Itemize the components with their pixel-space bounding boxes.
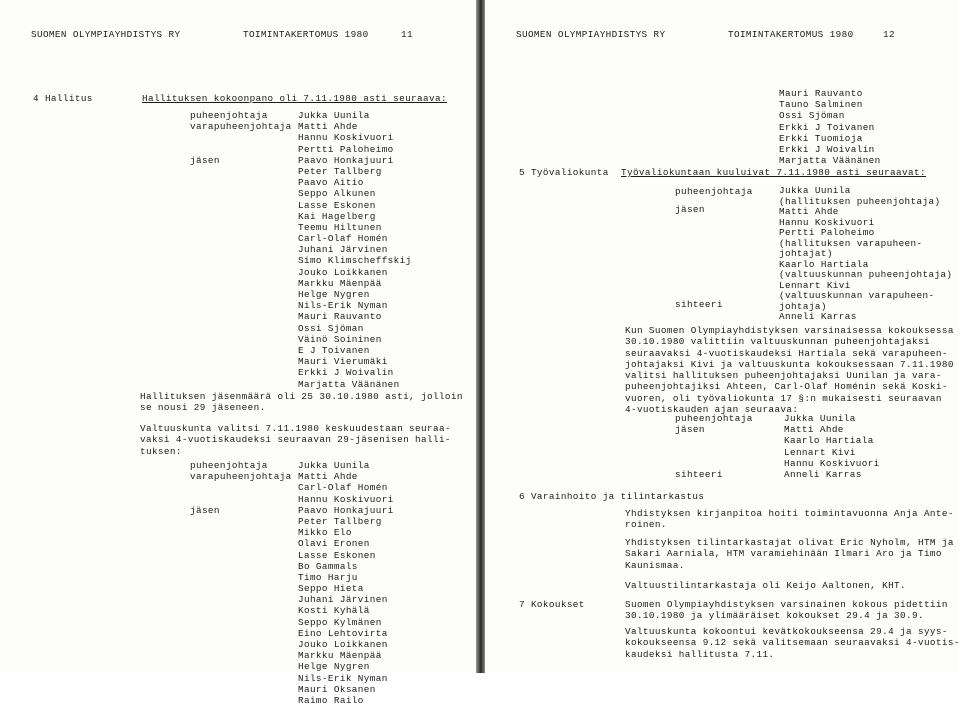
member-name: Jouko Loikkanen [298, 266, 388, 278]
member-count-paragraph [140, 391, 463, 414]
member-name: Jukka Uunila [779, 185, 851, 196]
member-name: Paavo Aitio [298, 177, 364, 189]
text-line: roinen. [625, 519, 667, 531]
member-name: Juhani Järvinen [298, 244, 388, 256]
member-name: (valtuuskunnan puheenjohtaja) [779, 269, 953, 280]
section-4-label: 4 Hallitus [33, 93, 93, 104]
header-org: SUOMEN OLYMPIAYHDISTYS RY [516, 29, 666, 40]
text-line: tuksen: [140, 445, 182, 457]
role-label: jäsen [190, 155, 220, 166]
header-org: SUOMEN OLYMPIAYHDISTYS RY [31, 29, 181, 40]
member-name: Peter Tallberg [298, 515, 382, 527]
member-name: Jukka Uunila [298, 110, 370, 121]
member-name: Jukka Uunila [784, 413, 856, 424]
member-name: Olavi Eronen [298, 538, 370, 550]
text-line: Valtuuskunta kokoontui kevätkokoukseensa 29.4 ja syys- [625, 626, 948, 637]
member-name: (hallituksen varapuheen- [779, 237, 923, 249]
member-name: Ossi Sjöman [779, 110, 845, 122]
new-working-committee-list [784, 413, 880, 480]
section-7-label: 7 Kokoukset [519, 599, 585, 610]
section-4-intro: Hallituksen kokoonpano oli 7.11.1980 asti seuraava: [142, 93, 447, 104]
member-name: Marjatta Väänänen [298, 378, 400, 390]
member-name: johtaja) [779, 300, 827, 312]
role-label: jäsen [675, 424, 705, 435]
member-name: (valtuuskunnan varapuheen- [779, 290, 935, 301]
text-line: Kun Suomen Olympiayhdistyksen varsinaisessa kokouksessa [625, 325, 954, 336]
member-name: Hannu Koskivuori [298, 132, 394, 144]
member-name: Teemu Hiltunen [298, 221, 382, 233]
member-name: Erkki J Woivalin [779, 143, 875, 155]
member-name: johtajat) [779, 248, 833, 259]
election-paragraph [140, 423, 451, 457]
member-name: (hallituksen puheenjohtaja) [779, 195, 941, 207]
text-line: Kaunismaa. [625, 559, 685, 571]
member-name: Simo Klimscheffskij [298, 255, 412, 267]
text-line: 30.10.1980 valittiin valtuuskunnan puheenjohtajaksi [625, 336, 930, 348]
page-11 [0, 0, 476, 706]
section-5-label: 5 Työvaliokunta [519, 167, 609, 178]
council-meetings-paragraph [625, 626, 960, 660]
member-name: Lennart Kivi [779, 279, 851, 291]
member-name: Timo Harju [298, 571, 358, 583]
member-name: Raimo Railo [298, 694, 364, 706]
section-6-label: 6 Varainhoito ja tilintarkastus [519, 491, 705, 502]
member-name: Marjatta Väänänen [779, 155, 881, 167]
text-line: seuraavaksi 4-vuotiskaudeksi Hartiala sekä varapuheen- [625, 347, 948, 359]
text-line: 30.10.1980 ja ylimääräiset kokoukset 29.4 ja 30.9. [625, 610, 924, 622]
text-line: kokoukseensa 9.12 sekä valitsemaan seuraavaksi 4-vuotis- [625, 637, 960, 649]
member-name: Matti Ahde [298, 471, 358, 483]
member-name: Paavo Honkajuuri [298, 154, 394, 166]
text-line: valitsi hallituksen puheenjohtajaksi Uunilan ja vara- [625, 370, 942, 382]
member-name: Peter Tallberg [298, 165, 382, 177]
header-title: TOIMINTAKERTOMUS 1980 [243, 29, 369, 40]
member-name: Tauno Salminen [779, 99, 863, 111]
member-name: Kosti Kyhälä [298, 605, 370, 617]
member-name: Nils-Erik Nyman [298, 300, 388, 312]
member-name: Carl-Olaf Homén [298, 233, 388, 245]
member-name: Markku Mäenpää [298, 650, 382, 662]
member-name: Helge Nygren [298, 661, 370, 673]
member-name: Mauri Rauvanto [779, 88, 863, 99]
board-members-continued [779, 88, 881, 166]
board-members-list [298, 110, 412, 390]
header-page-number: 11 [401, 29, 413, 40]
member-name: Erkki J Toivanen [779, 121, 875, 133]
text-line: vaksi 4-vuotiskaudeksi seuraavan 29-jäsenisen halli- [140, 434, 451, 446]
new-board-members-list [298, 460, 394, 706]
member-name: Lasse Eskonen [298, 549, 376, 561]
member-name: Mauri Rauvanto [298, 311, 382, 323]
text-line: Hallituksen jäsenmäärä oli 25 30.10.1980 asti, jolloin [140, 391, 463, 402]
member-name: Anneli Karras [784, 468, 862, 480]
member-name: Lasse Eskonen [298, 199, 376, 211]
member-name: Väinö Soininen [298, 333, 382, 345]
member-name: Markku Mäenpää [298, 277, 382, 289]
role-label: puheenjohtaja [190, 110, 268, 121]
member-name: Erkki J Woivalin [298, 367, 394, 379]
role-label: puheenjohtaja [190, 460, 268, 471]
working-committee-paragraph [625, 325, 954, 415]
member-name: Hannu Koskivuori [779, 216, 875, 228]
role-label: sihteeri [675, 469, 723, 480]
member-name: Matti Ahde [784, 424, 844, 436]
council-auditor-text: Valtuustilintarkastaja oli Keijo Aaltonen, KHT. [625, 580, 907, 591]
member-name: Hannu Koskivuori [298, 493, 394, 505]
role-label: jäsen [675, 204, 705, 215]
member-name: Kai Hagelberg [298, 210, 376, 222]
member-name: Ossi Sjöman [298, 322, 364, 334]
member-name: Hannu Koskivuori [784, 457, 880, 469]
member-name: Mikko Elo [298, 527, 352, 539]
text-line: johtajaksi Kivi ja valtuuskunta kokouksessaan 7.11.1980 [625, 358, 954, 370]
member-name: Lennart Kivi [784, 446, 856, 458]
text-line: kaudeksi hallitusta 7.11. [625, 648, 775, 660]
section-5-intro: Työvaliokuntaan kuuluivat 7.11.1980 asti seuraavat: [621, 167, 926, 178]
auditors-paragraph [625, 537, 954, 571]
member-name: Erkki Tuomioja [779, 132, 863, 144]
member-name: Seppo Alkunen [298, 188, 376, 200]
member-name: Jukka Uunila [298, 460, 370, 471]
text-line: puheenjohtajiksi Ahteen, Carl-Olaf Homénin sekä Koski- [625, 381, 948, 393]
bookkeeping-paragraph [625, 508, 954, 531]
page-12 [485, 0, 959, 673]
member-name: Seppo Kylmänen [298, 616, 382, 628]
member-name: Paavo Honkajuuri [298, 504, 394, 516]
member-name: Matti Ahde [298, 121, 358, 133]
header-page-number: 12 [883, 29, 895, 40]
role-label: sihteeri [675, 299, 723, 310]
role-label: varapuheenjohtaja [190, 471, 292, 482]
text-line: Suomen Olympiayhdistyksen varsinainen kokous pidettiin [625, 599, 948, 610]
text-line: Yhdistyksen kirjanpitoa hoiti toimintavuonna Anja Ante- [625, 508, 954, 519]
text-line: vuoren, oli työvaliokunta 17 §:n mukaisesti seuraavan [625, 392, 942, 404]
member-name: Nils-Erik Nyman [298, 672, 388, 684]
member-name: Mauri Vierumäki [298, 356, 388, 368]
member-name: Jouko Loikkanen [298, 639, 388, 650]
role-label: puheenjohtaja [675, 186, 753, 197]
member-name: Helge Nygren [298, 289, 370, 300]
text-line: 4-vuotiskauden ajan seuraava: [625, 404, 799, 416]
role-label: jäsen [190, 505, 220, 516]
member-name: Eino Lehtovirta [298, 627, 388, 639]
text-line: Yhdistyksen tilintarkastajat olivat Eric Nyholm, HTM ja [625, 537, 954, 548]
text-line: Valtuuskunta valitsi 7.11.1980 keskuudestaan seuraa- [140, 423, 451, 434]
text-line: se nousi 29 jäseneen. [140, 402, 266, 414]
role-label: puheenjohtaja [675, 413, 753, 424]
member-name: Seppo Hieta [298, 583, 364, 595]
member-name: Pertti Paloheimo [779, 227, 875, 238]
meetings-paragraph [625, 599, 948, 622]
working-committee-list [779, 186, 952, 323]
text-line: Sakari Aarniala, HTM varamiehinään Ilmari Aro ja Timo [625, 548, 942, 560]
role-label: varapuheenjohtaja [190, 121, 292, 132]
member-name: Carl-Olaf Homén [298, 482, 388, 494]
member-name: Juhani Järvinen [298, 594, 388, 606]
member-name: Kaarlo Hartiala [779, 258, 869, 270]
member-name: Bo Gammals [298, 560, 358, 572]
member-name: Matti Ahde [779, 206, 839, 217]
member-name: Kaarlo Hartiala [784, 435, 874, 447]
header-title: TOIMINTAKERTOMUS 1980 [728, 29, 854, 40]
member-name: E J Toivanen [298, 344, 370, 356]
book-gutter [476, 0, 485, 673]
member-name: Pertti Paloheimo [298, 143, 394, 155]
member-name: Anneli Karras [779, 311, 857, 322]
member-name: Mauri Oksanen [298, 683, 376, 695]
